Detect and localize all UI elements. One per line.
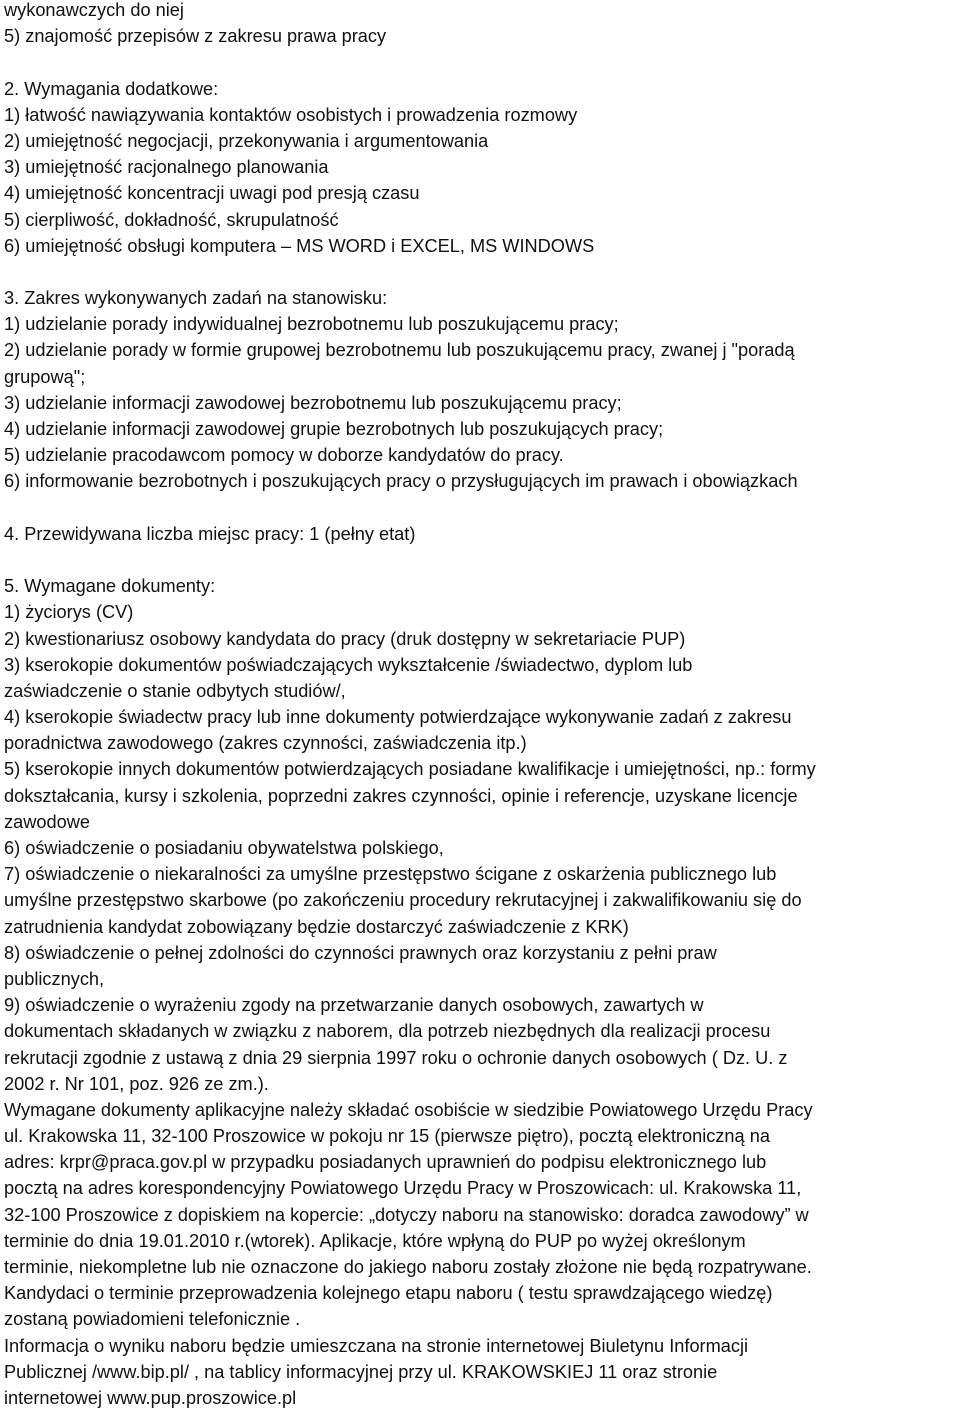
section-5-line: Publicznej /www.bip.pl/ , na tablicy informacyjnej przy ul. KRAKOWSKIEJ 11 oraz stronie xyxy=(4,1361,718,1382)
section-5-line: dokształcania, kursy i szkolenia, poprzedni zakres czynności, opinie i referencje, uzyskane licencje xyxy=(4,785,798,806)
section-5-line: umyślne przestępstwo skarbowe (po zakończeniu procedury rekrutacyjnej i zakwalifikowaniu się do xyxy=(4,890,802,911)
section-5-line: 2002 r. Nr 101, poz. 926 ze zm.). xyxy=(4,1073,269,1094)
section-3-line: 2) udzielanie porady w formie grupowej bezrobotnemu lub poszukującemu pracy, zwanej j "poradą xyxy=(4,340,795,361)
section-5-line: rekrutacji zgodnie z ustawą z dnia 29 sierpnia 1997 roku o ochronie danych osobowych ( Dz. U. z xyxy=(4,1047,788,1068)
paragraph-gap xyxy=(4,495,958,521)
section-2-item: 5) cierpliwość, dokładność, skrupulatność xyxy=(4,209,339,230)
section-2-item: 4) umiejętność koncentracji uwagi pod presją czasu xyxy=(4,183,420,204)
paragraph-gap xyxy=(4,547,958,573)
section-2-heading: 2. Wymagania dodatkowe: xyxy=(4,78,219,99)
section-5-line: 32-100 Proszowice z dopiskiem na kopercie: „dotyczy naboru na stanowisko: doradca zawodowy” w xyxy=(4,1204,809,1225)
section-3-line: 3) udzielanie informacji zawodowej bezrobotnemu lub poszukującemu pracy; xyxy=(4,392,622,413)
section-3-line: 4) udzielanie informacji zawodowej grupie bezrobotnych lub poszukujących pracy; xyxy=(4,419,664,439)
document-page xyxy=(4,0,958,1411)
section-5-line: ul. Krakowska 11, 32-100 Proszowice w pokoju nr 15 (pierwsze piętro), pocztą elektroniczną na xyxy=(4,1126,770,1147)
section-4-heading: 4. Przewidywana liczba miejsc pracy: 1 (pełny etat) xyxy=(4,523,416,544)
section-5-heading: 5. Wymagane dokumenty: xyxy=(4,576,216,597)
section-3-line: 1) udzielanie porady indywidualnej bezrobotnemu lub poszukującemu pracy; xyxy=(4,314,619,335)
section-5-line: adres: krpr@praca.gov.pl w przypadku posiadanych uprawnień do podpisu elektronicznego lub xyxy=(4,1152,767,1173)
section-5-line: zaświadczenie o stanie odbytych studiów/, xyxy=(4,680,346,701)
section-5-line: terminie do dnia 19.01.2010 r.(wtorek). Aplikacje, które wpłyną do PUP po wyżej określonym xyxy=(4,1230,746,1251)
section-2-item: 6) umiejętność obsługi komputera – MS WORD i EXCEL, MS WINDOWS xyxy=(4,235,595,256)
paragraph-gap xyxy=(4,259,958,285)
section-5-line: zatrudnienia kandydat zobowiązany będzie dostarczyć zaświadczenie z KRK) xyxy=(4,916,629,937)
section-5-line: 7) oświadczenie o niekaralności za umyślne przestępstwo ścigane z oskarżenia publicznego lub xyxy=(4,864,777,885)
section-5-line: 8) oświadczenie o pełnej zdolności do czynności prawnych oraz korzystaniu z pełni praw xyxy=(4,942,717,963)
section-5-line: dokumentach składanych w związku z naborem, dla potrzeb niezbędnych dla realizacji procesu xyxy=(4,1021,771,1042)
section-5-line: 9) oświadczenie o wyrażeniu zgody na przetwarzanie danych osobowych, zawartych w xyxy=(4,995,704,1016)
section-5-line: pocztą na adres korespondencyjny Powiatowego Urzędu Pracy w Proszowicach: ul. Krakowska 11, xyxy=(4,1178,802,1199)
section-5-line: terminie, niekompletne lub nie oznaczone do jakiego naboru zostały złożone nie będą rozpatrywane. xyxy=(4,1257,812,1277)
section-5-line: Kandydaci o terminie przeprowadzenia kolejnego etapu naboru ( testu sprawdzającego wiedzę) xyxy=(4,1283,773,1304)
paragraph-gap xyxy=(4,49,958,75)
section-5-line: Informacja o wyniku naboru będzie umieszczana na stronie internetowej Biuletynu Informacji xyxy=(4,1335,749,1356)
section-2-item: 2) umiejętność negocjacji, przekonywania i argumentowania xyxy=(4,130,489,151)
section-5-line: Wymagane dokumenty aplikacyjne należy składać osobiście w siedzibie Powiatowego Urzędu Pracy xyxy=(4,1099,813,1120)
section-5-line: 3) kserokopie dokumentów poświadczających wykształcenie /świadectwo, dyplom lub xyxy=(4,654,693,675)
section-3-line: 5) udzielanie pracodawcom pomocy w doborze kandydatów do pracy. xyxy=(4,445,564,466)
section-5-line: 6) oświadczenie o posiadaniu obywatelstwa polskiego, xyxy=(4,838,444,858)
intro-line: 5) znajomość przepisów z zakresu prawa pracy xyxy=(4,26,387,47)
section-5-line: 2) kwestionariusz osobowy kandydata do pracy (druk dostępny w sekretariacie PUP) xyxy=(4,628,686,649)
section-5-line: 4) kserokopie świadectw pracy lub inne dokumenty potwierdzające wykonywanie zadań z zakresu xyxy=(4,707,792,728)
section-5-line: internetowej www.pup.proszowice.pl xyxy=(4,1387,297,1408)
section-3-line: 6) informowanie bezrobotnych i poszukujących pracy o przysługujących im prawach i obowiązkach xyxy=(4,471,798,492)
section-2-item: 3) umiejętność racjonalnego planowania xyxy=(4,157,329,178)
section-5-line: publicznych, xyxy=(4,968,105,989)
section-5-line: zostaną powiadomieni telefonicznie . xyxy=(4,1309,301,1330)
intro-line: wykonawczych do niej xyxy=(4,0,184,20)
section-3-line: grupową"; xyxy=(4,366,86,387)
section-5-line: zawodowe xyxy=(4,811,90,832)
section-3-heading: 3. Zakres wykonywanych zadań na stanowisku: xyxy=(4,288,388,309)
section-5-line: poradnictwa zawodowego (zakres czynności, zaświadczenia itp.) xyxy=(4,733,527,754)
section-5-line: 1) życiorys (CV) xyxy=(4,602,134,623)
section-2-item: 1) łatwość nawiązywania kontaktów osobistych i prowadzenia rozmowy xyxy=(4,104,578,125)
section-5-line: 5) kserokopie innych dokumentów potwierdzających posiadane kwalifikacje i umiejętności, np.: formy xyxy=(4,759,816,780)
